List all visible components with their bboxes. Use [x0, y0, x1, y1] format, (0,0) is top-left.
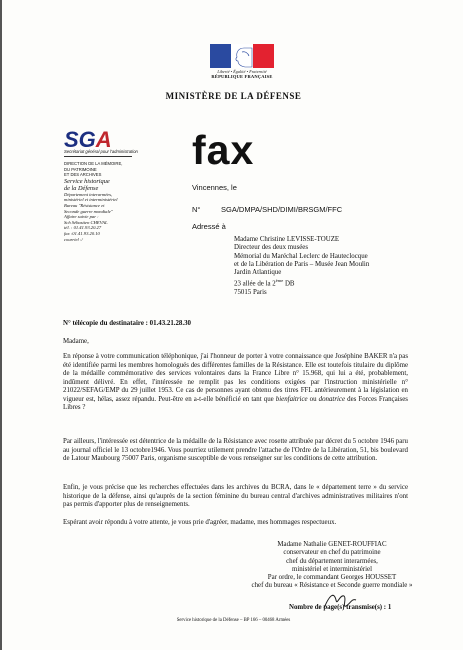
- recipient-street: 23 allée de la 2ème DB: [234, 278, 295, 288]
- service-line2: de la Défense: [64, 184, 99, 192]
- sender-sidebar: [64, 161, 144, 242]
- signed-by-title: chef du bureau « Résistance et Seconde guerre mondiale »: [251, 582, 413, 590]
- reference-number: SGA/DMPA/SHD/DIMI/BRSGM/FFC: [221, 205, 343, 214]
- fax-title: fax: [192, 127, 255, 173]
- recipient-title: Directeur des deux musées: [234, 244, 309, 252]
- sga-divider: [64, 156, 132, 157]
- sga-logo-accent: A: [95, 127, 112, 152]
- recipient-name: Madame Christine LEVISSE-TOUZE: [234, 236, 340, 243]
- republic-name: RÉPUBLIQUE FRANÇAISE: [211, 74, 273, 79]
- marianne-profile-icon: [230, 46, 254, 68]
- reference-label: N°: [192, 205, 201, 214]
- tricolor-flag: [210, 44, 274, 68]
- recipient-address: [234, 236, 369, 297]
- salutation: Madame,: [63, 338, 89, 345]
- affaire-label: Affaire suivie par :: [64, 214, 99, 220]
- recipient-city: 75015 Paris: [234, 289, 267, 297]
- signed-by: Par ordre, le commandant Georges HOUSSET: [267, 574, 397, 582]
- addressed-to-label: Adressé à: [192, 222, 226, 231]
- dept-line2: ministériel et interministériel: [64, 197, 118, 203]
- bureau-line2: Seconde guerre mondiale": [64, 208, 113, 214]
- paragraph-4: Espérant avoir répondu à votre attente, je vous prie d'agréer, madame, mes hommages respectueux.: [63, 519, 337, 526]
- sender-tel: tél. : 01.41.93.20.27: [64, 225, 102, 231]
- recipient-org3: Jardin Atlantique: [234, 269, 282, 277]
- sender-fax: fax :01.41.93.20.10: [64, 230, 100, 236]
- footer-address: Service historique de la Défense – BP 166 – 00468 Armées: [176, 618, 291, 623]
- republic-motto: Liberté • Égalité • Fraternité: [217, 69, 267, 74]
- paragraph-1: En réponse à votre communication téléphonique, j'ai l'honneur de porter à votre connaissance que Joséphine BAKER n'a pas été identifiée parmi les membres homologués des différentes familles de la Résistance. Elle est toutefois titulaire du diplôme de la médaille commémorative des services volontaires dans la France Libre n° 15.968, qui lui a été, probablement, indûment délivré. En effet, l'intéressée ne remplit pas les conditions exigées par l'instruction ministérielle n° 21022/SEFAG/EMP du 29 juillet 1953. Ce cas de personnes ayant obtenu des titres FFL antérieurement à la législation en vigueur est, hélas, assez répandu. Peut-être en a-t-elle bénéficié en tant que bienfaitrice ou donatrice des Forces Françaises Libres ?: [63, 353, 408, 411]
- recipient-fax-number: N° télécopie du destinataire : 01.43.21.28.30: [63, 320, 191, 327]
- direction-line1: DIRECTION DE LA MÉMOIRE,: [64, 161, 123, 166]
- bureau-line1: Bureau "Résistance et: [64, 202, 105, 208]
- republique-francaise-logo: [210, 44, 274, 79]
- sga-subtitle: Secrétariat général pour l'administration: [64, 149, 138, 154]
- recipient-org1: Mémorial du Maréchal Leclerc de Hauteclocque: [234, 252, 368, 260]
- place-date: Vincennes, le: [192, 183, 237, 192]
- ministry-title: MINISTÈRE DE LA DÉFENSE: [165, 91, 302, 101]
- recipient-org2: et de la Libération de Paris – Musée Jean Moulin: [234, 260, 370, 268]
- signatory-name: Madame Nathalie GENET-ROUFFIAC: [277, 541, 387, 548]
- pages-transmitted: Nombre de page(s) transmise(s) : 1: [289, 604, 392, 611]
- agent-name: Sch Sébastien CHEVAL: [64, 219, 108, 225]
- signature-block: [182, 541, 463, 591]
- direction-line3: ET DES ARCHIVES: [64, 172, 102, 178]
- paragraph-3: Enfin, je vous précise que les recherches effectuées dans les archives du BCRA, dans le « département terre » du service historique de la défense, ainsi qu'auprès de la section féminine du bureau central d'archives administratives militaires n'ont pas permis d'apporter plus de renseignements.: [63, 484, 408, 508]
- sga-logo-main: SG: [64, 127, 96, 152]
- sender-email: courriel :/: [64, 236, 83, 242]
- dept-line1: Département interarmées,: [64, 191, 113, 197]
- signatory-title2: chef du département interarmées,: [286, 557, 378, 565]
- direction-line2: DU PATRIMOINE: [64, 166, 97, 172]
- signatory-title3: ministériel et interministériel: [292, 565, 372, 573]
- paragraph-2: Par ailleurs, l'intéressée est détentrice de la médaille de la Résistance avec rosette attribuée par décret du 5 octobre 1946 paru au journal officiel le 13 octobre1946. Vous pourriez utilement prendre l'attache de l'Ordre de la Libération, 51, bis boulevard de Latour Maubourg 75007 Paris, organisme susceptible de vous renseigner sur les conditions de cette attribution.: [63, 438, 408, 462]
- signatory-title1: conservateur en chef du patrimoine: [283, 549, 381, 557]
- service-line1: Service historique: [64, 177, 110, 185]
